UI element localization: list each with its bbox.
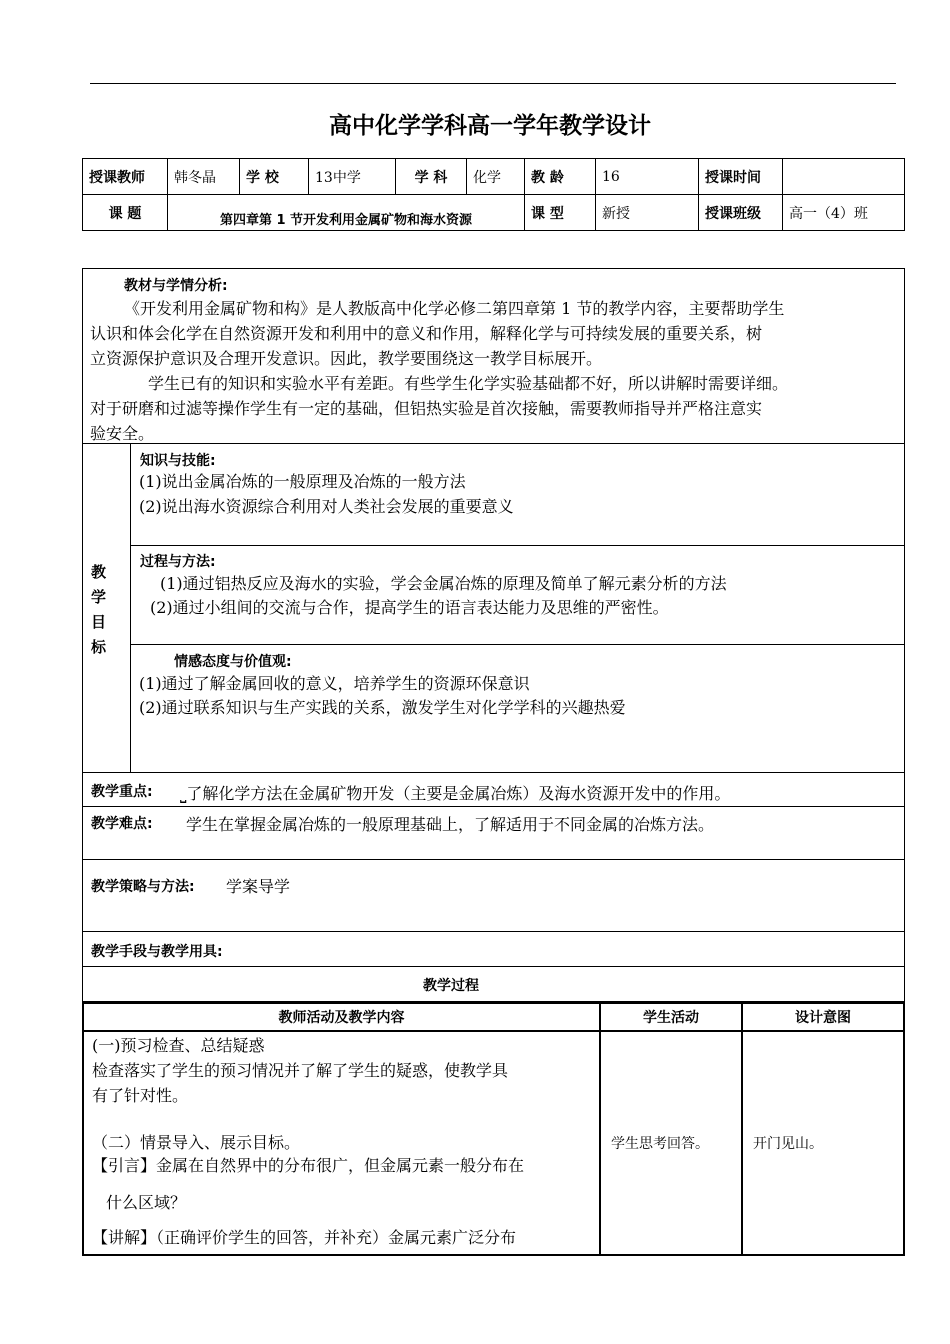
class-label: 授课班级: [699, 195, 783, 231]
teacher-line: (一)预习检查、总结疑惑: [92, 1036, 265, 1055]
process-item: (1)通过铝热反应及海水的实验，学会金属冶炼的原理及简单了解元素分析的方法: [160, 574, 727, 593]
analysis-line: 学生已有的知识和实验水平有差距。有些学生化学实验基础都不好，所以讲解时需要详细。: [148, 374, 789, 393]
teacher-line: 【引言】金属在自然界中的分布很广，但金属元素一般分布在: [92, 1156, 525, 1175]
teacher-line: （二）情景导入、展示目标。: [92, 1133, 301, 1152]
topic-value: 第四章第 1 节开发利用金属矿物和海水资源: [168, 195, 525, 231]
years-value: 16: [596, 159, 699, 195]
key-point-content: 了解化学方法在金属矿物开发（主要是金属冶炼）及海水资源开发中的作用。: [186, 784, 731, 803]
difficulty-text: 学生在掌握金属冶炼的一般原理基础上，了解适用于不同金属的冶炼方法。: [186, 815, 715, 834]
knowledge-item: (1)说出金属冶炼的一般原理及冶炼的一般方法: [139, 472, 466, 491]
objectives-side-char: 学: [91, 588, 107, 606]
strategy-row: [82, 859, 905, 932]
knowledge-heading: 知识与技能:: [140, 453, 216, 469]
emotion-item: (2)通过联系知识与生产实践的关系，激发学生对化学学科的兴趣热爱: [139, 698, 626, 717]
key-point-label: 教学重点:: [91, 784, 153, 800]
teacher-line: 有了针对性。: [92, 1086, 189, 1105]
teacher-activity-cell: [83, 1031, 600, 1255]
process-heading: 过程与方法:: [140, 554, 216, 570]
objectives-side-char: 标: [91, 638, 107, 656]
teacher-line: 什么区域？: [106, 1193, 187, 1212]
subject-value: 化学: [467, 159, 525, 195]
analysis-heading: 教材与学情分析:: [124, 278, 228, 294]
teacher-value: 韩冬晶: [168, 159, 240, 195]
objectives-side-char: 目: [91, 613, 107, 631]
header-rule: [90, 83, 896, 84]
years-label: 教 龄: [525, 159, 596, 195]
time-label: 授课时间: [699, 159, 783, 195]
key-point-text: ⎵了解化学方法在金属矿物开发（主要是金属冶炼）及海水资源开发中的作用。: [180, 784, 731, 803]
strategy-text: 学案导学: [226, 877, 291, 896]
col-teacher-header: 教师活动及教学内容: [83, 1003, 600, 1031]
objectives-divider: [130, 443, 131, 773]
emotion-heading: 情感态度与价值观:: [174, 654, 292, 670]
school-value: 13中学: [309, 159, 396, 195]
info-table: [82, 158, 905, 231]
type-label: 课 型: [525, 195, 596, 231]
class-value: 高一（4）班: [783, 195, 905, 231]
analysis-line: 《开发利用金属矿物和构》是人教版高中化学必修二第四章第 1 节的教学内容，主要帮助学生: [124, 299, 785, 318]
strategy-label: 教学策略与方法:: [91, 879, 195, 895]
school-label: 学 校: [240, 159, 309, 195]
objectives-row-divider: [130, 644, 905, 645]
analysis-line: 立资源保护意识及合理开发意识。因此，教学要围绕这一教学目标展开。: [90, 349, 603, 368]
process-title: 教学过程: [423, 978, 479, 994]
difficulty-label: 教学难点:: [91, 816, 153, 832]
student-activity-cell: 学生思考回答。: [600, 1031, 742, 1255]
col-intent-header: 设计意图: [742, 1003, 904, 1031]
page-title: 高中化学学科高一学年教学设计: [329, 113, 651, 139]
analysis-line: 对于研磨和过滤等操作学生有一定的基础，但铝热实验是首次接触，需要教师指导并严格注意实: [90, 399, 763, 418]
process-item: (2)通过小组间的交流与合作，提高学生的语言表达能力及思维的严密性。: [150, 598, 669, 617]
type-value: 新授: [596, 195, 699, 231]
knowledge-item: (2)说出海水资源综合利用对人类社会发展的重要意义: [139, 497, 514, 516]
tools-label: 教学手段与教学用具:: [91, 944, 223, 960]
objectives-side-char: 教: [91, 563, 107, 581]
design-intent-cell: 开门见山。: [742, 1031, 904, 1255]
process-table: [82, 1002, 905, 1256]
topic-label: 课 题: [83, 195, 168, 231]
teacher-label: 授课教师: [83, 159, 168, 195]
teacher-line: 【讲解】（正确评价学生的回答，并补充）金属元素广泛分布: [92, 1228, 517, 1247]
emotion-item: (1)通过了解金属回收的意义，培养学生的资源环保意识: [139, 674, 530, 693]
subject-label: 学 科: [396, 159, 467, 195]
objectives-row-divider: [130, 545, 905, 546]
analysis-line: 验安全。: [90, 424, 155, 443]
time-value: [783, 159, 905, 195]
teacher-line: 检查落实了学生的预习情况并了解了学生的疑惑，使教学具: [92, 1061, 509, 1080]
analysis-line: 认识和体会化学在自然资源开发和利用中的意义和作用，解释化学与可持续发展的重要关系，树: [90, 324, 763, 343]
col-student-header: 学生活动: [600, 1003, 742, 1031]
